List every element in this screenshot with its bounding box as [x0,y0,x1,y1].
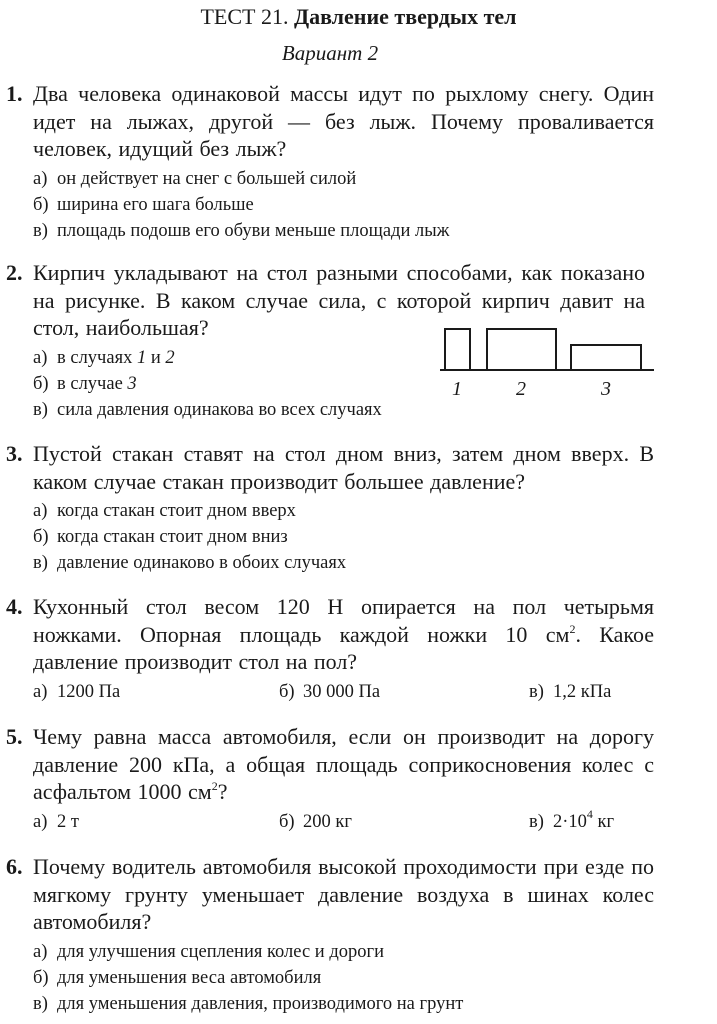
question-text [33,723,654,806]
question-3 [6,440,654,576]
test-title: Давление твердых тел [293,4,517,29]
option-label: в) [529,681,544,702]
option-label: а) [33,941,48,962]
question-text-part: Чему равна масса автомобиля, если он производит на дорогу давление 200 кПа, а общая площадь соприкосновения колес с асфальтом 1000 см [33,724,654,804]
question-text-part: . Какое давление производит стол на пол? [33,621,654,674]
option-label: в) [33,993,48,1014]
option-text: 2·10 [553,811,587,832]
option-label: б) [279,681,295,702]
brick-1 [445,329,470,370]
question-4 [6,593,654,705]
option-text: давление одинаково в обоих случаях [57,553,347,573]
option-text: для уменьшения давления, производимого на грунт [57,993,464,1014]
variant-label: Вариант 2 [281,41,379,65]
brick-figure [432,322,658,402]
option-a[interactable] [33,679,279,705]
option-text: площадь подошв его обуви меньше площади лыж [57,220,450,241]
question-text-part: ? [217,779,228,804]
option-text: ширина его шага больше [57,194,254,215]
option-a[interactable] [33,498,654,524]
question-text: Почему водитель автомобиля высокой проходимости при езде по мягкому грунту уменьшает давление воздуха в шинах колес автомобиля? [33,854,654,934]
options-list [33,939,654,1017]
question-5 [6,723,654,835]
option-text: 1,2 кПа [553,681,612,702]
options-list [33,679,654,705]
option-a[interactable] [33,939,654,965]
question-text [33,593,654,676]
option-text: для улучшения сцепления колес и дороги [57,941,384,962]
option-c[interactable] [33,218,654,244]
option-text: 2 т [57,811,79,832]
case-number: 3 [127,373,137,394]
option-text: сила давления одинакова во всех случаях [57,399,382,420]
brick-label-3: 3 [601,378,611,400]
option-text-conj: и [150,347,161,368]
question-text-part: Кухонный стол весом 120 Н опирается на пол четырьмя ножками. Опорная площадь каждой ножки 10 см [33,594,654,647]
option-c[interactable] [33,550,654,576]
option-c[interactable] [529,806,615,835]
brick-label-1: 1 [452,378,462,400]
question-text-body: Кирпич укладывают на стол разными способами, как показано на рисунке. В каком случае сила, с которой кирпич давит на стол, наибольшая? [33,260,645,340]
option-text: в случае [57,373,123,394]
case-number: 1 [136,347,147,368]
option-label: б) [33,373,49,394]
options-list [33,806,654,835]
options-list [33,498,654,576]
option-b[interactable] [279,809,529,835]
question-6 [6,853,654,1017]
option-text: 1200 Па [57,681,121,702]
option-text: в случаях [57,347,133,368]
option-b[interactable] [33,524,654,550]
option-c[interactable] [33,991,654,1017]
question-text: Два человека одинаковой массы идут по рыхлому снегу. Один идет на лыжах, другой — без лыж. Почему проваливается человек, идущий без лыж? [33,81,654,161]
brick-2 [487,329,556,370]
option-label: в) [33,220,48,241]
option-label: а) [33,681,48,702]
option-label: б) [279,811,295,832]
option-label: а) [33,501,48,521]
option-label: а) [33,811,48,832]
options-list [33,166,654,244]
brick-label-2: 2 [516,378,526,400]
brick-3 [571,345,641,370]
page-title [0,4,717,30]
option-label: б) [33,527,49,547]
superscript: 2 [569,621,576,636]
option-b[interactable] [33,192,654,218]
option-label: в) [529,811,544,832]
case-number: 2 [165,347,175,368]
question-number: 2. [6,260,23,285]
option-b[interactable] [33,965,654,991]
option-text: когда стакан стоит дном вниз [57,527,288,547]
option-label: б) [33,194,49,215]
option-b[interactable] [279,679,529,705]
question-number: 6. [6,854,23,879]
option-label: в) [33,553,48,573]
superscript: 2 [211,779,218,793]
option-a[interactable] [33,809,279,835]
option-text: для уменьшения веса автомобиля [57,967,322,988]
question-number: 1. [6,81,23,106]
option-text: 200 кг [303,811,352,832]
test-prefix: ТЕСТ 21. [200,4,289,29]
option-label: а) [33,347,48,368]
option-label: а) [33,168,48,189]
option-label: б) [33,967,49,988]
brick-diagram [432,322,658,402]
superscript: 4 [586,806,593,821]
option-c[interactable] [529,679,611,705]
question-number: 4. [6,594,23,619]
option-text: он действует на снег с большей силой [57,168,357,189]
question-text: Пустой стакан ставят на стол дном вниз, затем дном вверх. В каком случае стакан производит большее давление? [33,441,654,494]
option-text: 30 000 Па [303,681,381,702]
question-number: 3. [6,441,23,466]
question-1 [6,80,654,244]
option-label: в) [33,399,48,420]
option-text: когда стакан стоит дном вверх [57,501,296,521]
option-text-unit: кг [592,811,615,832]
option-a[interactable] [33,166,654,192]
question-number: 5. [6,724,23,749]
